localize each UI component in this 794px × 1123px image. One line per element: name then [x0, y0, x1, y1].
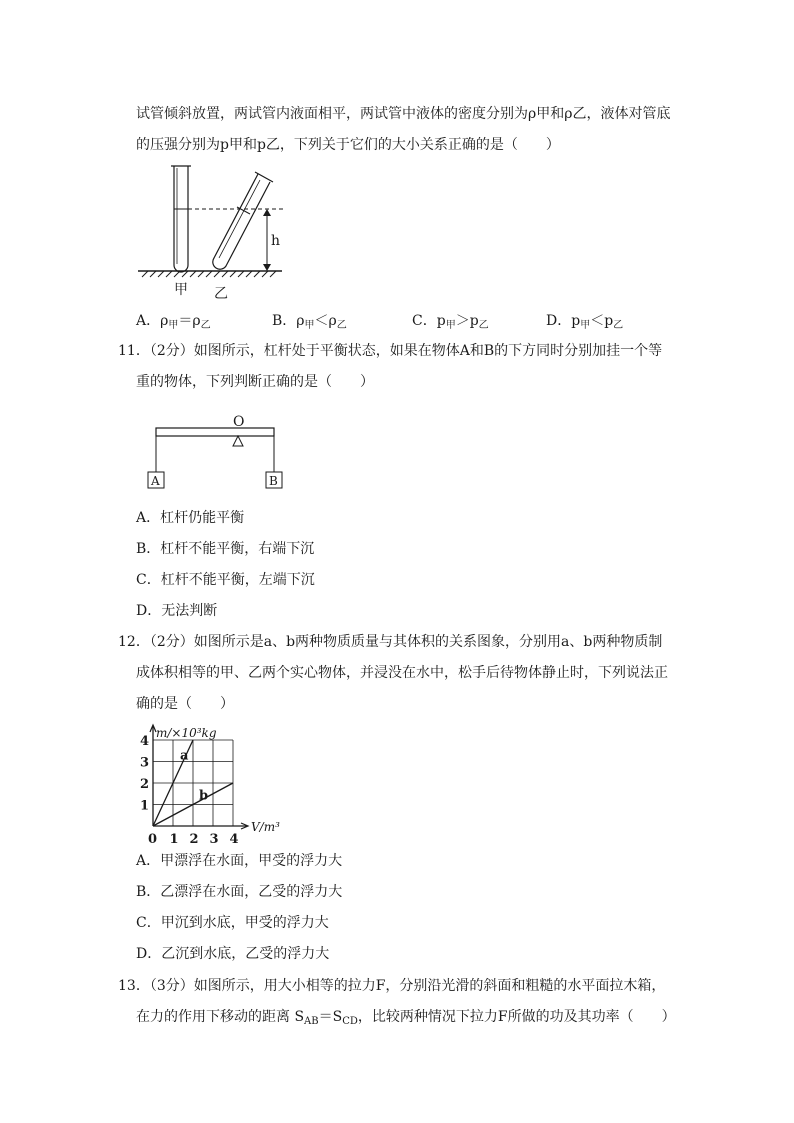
q12-option-a: A．甲漂浮在水面，甲受的浮力大 [136, 853, 343, 869]
q12-option-d: D．乙沉到水底，乙受的浮力大 [136, 946, 330, 962]
y-axis-label: m/×10³kg [156, 726, 217, 740]
y-tick-label: 4 [140, 734, 150, 749]
q11-option-c: C．杠杆不能平衡，左端下沉 [136, 572, 315, 588]
q11-option-d: D．无法判断 [136, 603, 218, 619]
block-b-label: B [269, 474, 278, 488]
q10-option-d: D．$p_甲<p_乙$ [546, 313, 624, 331]
block-a-label: A [151, 474, 160, 488]
pivot-label: O [233, 414, 245, 430]
q11-text-line2: 重的物体，下列判断正确的是（ ） [136, 374, 374, 390]
q11-text-line1: 11．（2分）如图所示，杠杆处于平衡状态，如果在物体A和B的下方同时分别加挂一个等 [118, 343, 663, 359]
x-tick-label: 3 [209, 832, 219, 847]
q10-text-line1: 试管倾斜放置，两试管内液面相平，两试管中液体的密度分别为ρ甲和ρ乙，液体对管底 [136, 106, 671, 122]
y-tick-label: 2 [140, 777, 150, 792]
label-jia: 甲 [174, 282, 188, 298]
h-label: h [271, 233, 281, 249]
q12-text-line2: 成体积相等的甲、乙两个实心物体，并浸没在水中，松手后待物体静止时，下列说法正 [136, 665, 668, 681]
q12-option-b: B．乙漂浮在水面，乙受的浮力大 [136, 884, 343, 900]
x-axis-label: V/m³ [251, 820, 280, 834]
x-tick-label: 0 [148, 832, 158, 847]
q13-text-line2: 在力的作用下移动的距离 $S_{AB}=S_{CD}$，比较两种情况下拉力F所做的功及其功率（ ） [136, 1009, 676, 1027]
label-yi: 乙 [214, 286, 228, 302]
series-label-a: a [180, 748, 189, 764]
q10-text-line2: 的压强分别为p甲和p乙，下列关于它们的大小关系正确的是（ ） [136, 137, 560, 153]
q10-option-b: B．$\rho_甲<\rho_乙$ [272, 313, 347, 331]
q12-text-line3: 确的是（ ） [136, 696, 234, 712]
x-tick-label: 1 [169, 832, 179, 847]
y-tick-label: 1 [140, 798, 150, 814]
q13-text-line1: 13．（3分）如图所示，用大小相等的拉力F，分别沿光滑的斜面和粗糙的水平面拉木箱， [118, 978, 666, 994]
q10-option-c: C．$p_甲>p_乙$ [412, 313, 489, 331]
x-tick-label: 2 [189, 832, 199, 847]
y-tick-label: 3 [140, 755, 150, 771]
x-tick-label: 4 [229, 832, 239, 847]
series-label-b: b [199, 788, 209, 804]
q10-option-a: A．$\rho_甲=\rho_乙$ [136, 313, 211, 331]
q11-option-a: A．杠杆仍能平衡 [136, 510, 245, 526]
q11-option-b: B．杠杆不能平衡，右端下沉 [136, 541, 315, 557]
q12-text-line1: 12．（2分）如图所示是a、b两种物质质量与其体积的关系图象，分别用a、b两种物质制 [118, 634, 663, 650]
q12-option-c: C．甲沉到水底，甲受的浮力大 [136, 915, 329, 931]
